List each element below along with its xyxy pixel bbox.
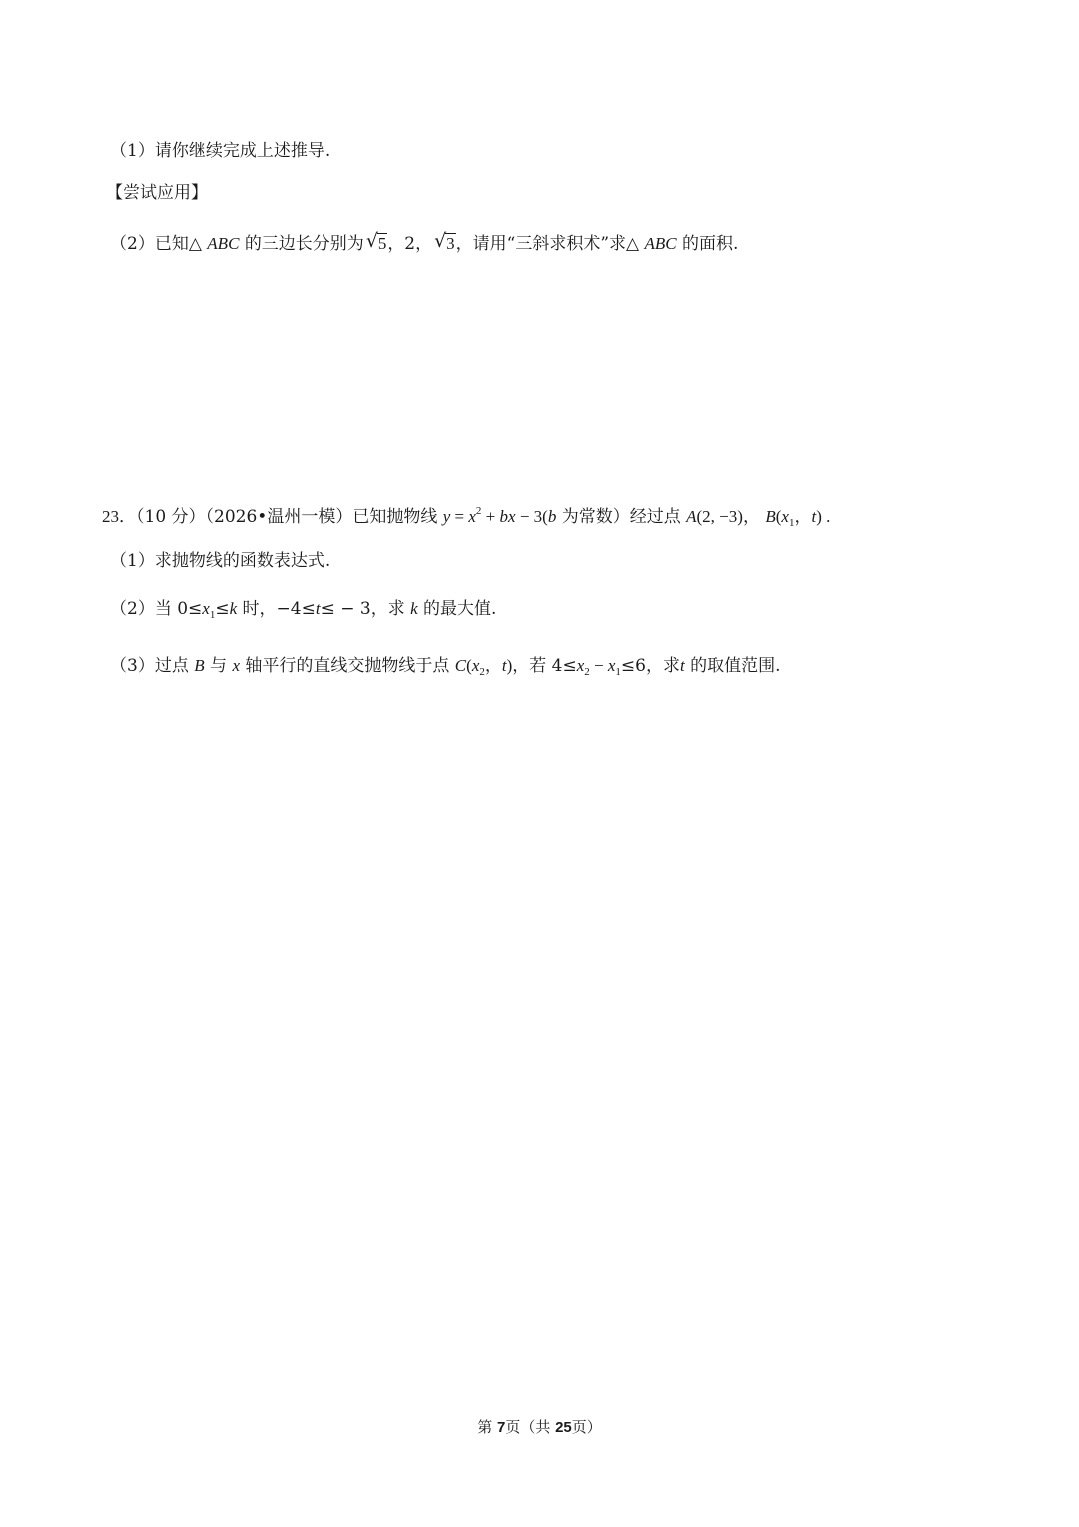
task-request: ，请用“三斜求积术”求△ [455,234,640,254]
task-suffix: 的面积. [682,234,739,254]
part3-if: ，若 4≤ [512,656,577,676]
part3-t: t [501,656,507,675]
point-b-name: B [765,507,776,526]
part2-x: x [202,599,210,618]
footer-mid: 页（共 [505,1418,556,1436]
comma: ， [742,507,760,527]
part3-xa: x [576,656,585,675]
part2-range-end: ≤ − 3，求 [320,599,405,619]
part3-x2: x [471,656,480,675]
question-number: 23 [102,507,119,526]
part2-k2: k [410,599,418,618]
part2-mid: 时，−4≤ [237,599,316,619]
eq-bx: bx [499,507,516,526]
task-prefix: （2）已知△ [110,234,202,254]
part3-minus: − [589,656,608,675]
part2-t: t [315,599,321,618]
part2-k: k [229,599,238,618]
application-task [110,231,738,257]
part3-close: ) [506,656,513,675]
part3-subb: 1 [615,666,621,678]
point-b-sep: ， [794,507,812,527]
point-b-x: x [781,507,789,526]
part2-prefix: （2）当 0≤ [110,599,203,619]
q23-part1: （1）求抛物线的函数表达式. [110,551,331,571]
point-b-open: ( [775,507,782,526]
derivation-task: （1）请你继续完成上述推导. [110,141,331,161]
task-middle: 的三边长分别为 [244,234,364,254]
eq-y: y [442,507,451,526]
point-a-coords: (2, −3) [696,507,743,526]
sqrt-5: √ 5 [365,230,387,253]
q23-part3 [110,653,781,685]
side-separator: ，2， [387,234,433,254]
part3-axis-text: 轴平行的直线交抛物线于点 [239,656,450,676]
point-b-t: t [811,507,817,526]
eq-minus3: − 3( [515,507,548,526]
section-heading: 【尝试应用】 [106,183,208,203]
constant-note: 为常数）经过点 [556,507,681,527]
page-footer [0,1416,1079,1437]
radicand-5: 5 [377,234,387,253]
eq-plus: + [481,507,500,526]
page-number: 7 [496,1419,506,1436]
point-a-name: A [686,507,697,526]
question-points: ．（10 分）（2026•温州一模）已知抛物线 [119,507,438,527]
sqrt-3: √ 3 [434,230,455,253]
part2-sub: 1 [209,609,216,621]
part3-suba: 2 [584,666,590,678]
part3-sub2: 2 [479,666,485,678]
eq-equals: = [450,507,469,526]
part3-le6: ≤6，求 [620,656,680,676]
footer-prefix: 第 [477,1418,497,1436]
footer-suffix: 页） [571,1418,602,1436]
total-pages: 25 [555,1419,572,1436]
part3-xb: x [607,656,616,675]
part3-t2: t [679,656,685,675]
part2-le: ≤ [215,599,230,619]
part3-x: x [232,656,240,675]
part3-c: C [454,656,467,675]
triangle-name-2: ABC [644,234,677,253]
eq-exponent: 2 [475,505,482,517]
eq-b: b [547,507,557,526]
eq-x: x [468,507,476,526]
q23-stem [102,498,830,536]
part3-sep: ， [484,656,502,676]
radicand-3: 3 [446,234,455,253]
part3-suffix: 的取值范围. [684,656,781,676]
part3-open: ( [466,656,472,675]
part3-prefix: （3）过点 [110,656,189,676]
triangle-name: ABC [207,234,240,253]
point-b-close: ) . [816,507,831,526]
part3-b: B [194,656,205,675]
q23-part2 [110,596,496,628]
part2-suffix: 的最大值. [417,599,497,619]
part3-with: 与 [204,656,228,676]
point-b-sub: 1 [788,517,795,529]
